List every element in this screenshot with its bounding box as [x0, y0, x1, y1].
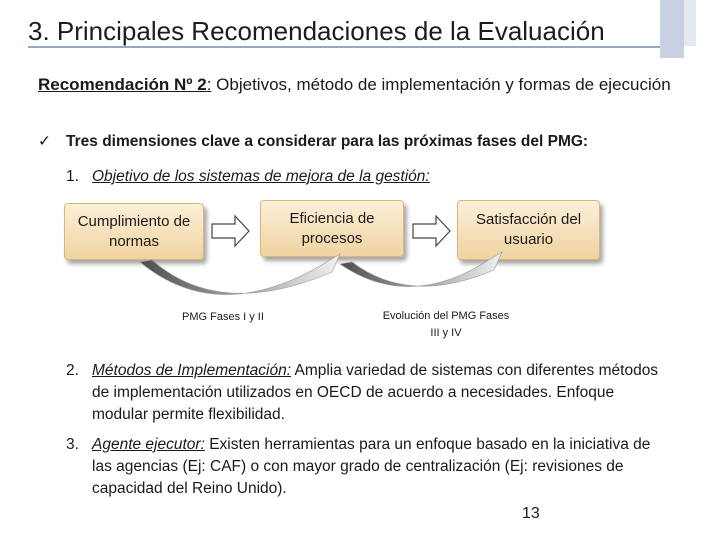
bullet-point: [38, 132, 588, 151]
list-item-label: Agente ejecutor:: [92, 436, 205, 453]
check-icon: ✓: [38, 133, 51, 150]
recommendation-separator: :: [206, 75, 212, 94]
slide-title: 3. Principales Recomendaciones de la Evaluación: [28, 16, 605, 46]
list-item-body: [92, 360, 666, 426]
list-item-number: 3.: [66, 436, 79, 453]
phase-label-2: Evolución del PMG Fases III y IV: [382, 310, 510, 339]
list-item-label: Objetivo de los sistemas de mejora de la gestión:: [92, 168, 430, 185]
step-label: Eficiencia de procesos: [289, 209, 375, 247]
right-arrow-icon: [211, 214, 251, 248]
step-label: Satisfacción del usuario: [475, 211, 582, 248]
recommendation-text: Objetivos, método de implementación y formas de ejecución: [211, 75, 671, 94]
phase-curved-arrows: [100, 250, 520, 310]
list-item-body: [92, 434, 666, 500]
corner-decoration-light: [684, 0, 696, 46]
corner-decoration: [660, 0, 684, 58]
bullet-text: Tres dimensiones clave a considerar para las próximas fases del PMG:: [66, 133, 589, 150]
list-item-number: 1.: [66, 168, 79, 185]
right-arrow-icon: [412, 214, 452, 248]
list-item-text: Amplia variedad de sistemas con diferentes métodos de implementación utilizados en OECD de acuerdo a necesidades. Enfoque modular permite flexibilidad.: [92, 362, 659, 423]
recommendation: [38, 72, 678, 98]
curved-arrow-phase2: [340, 252, 502, 287]
step-label: Cumplimiento de normas: [77, 212, 191, 250]
list-item-number: 2.: [66, 362, 79, 379]
list-item-1: [66, 168, 430, 186]
step-box-efficiency: [260, 200, 404, 257]
phase-label-1: PMG Fases I y II: [182, 311, 264, 323]
list-item-3: [66, 434, 666, 500]
list-item-label: Métodos de Implementación:: [92, 362, 292, 379]
curved-arrow-phase1: [140, 254, 340, 295]
title-underline: [28, 46, 660, 48]
list-item-text: Existen herramientas para un enfoque basado en la iniciativa de las agencias (Ej: CAF) o con mayor grado de centralización (Ej: revisiones de capacidad del Reino Unido).: [92, 436, 651, 497]
list-item-2: [66, 360, 666, 426]
recommendation-label: Recomendación Nº 2: [38, 75, 207, 94]
page-number: 13: [522, 505, 540, 522]
